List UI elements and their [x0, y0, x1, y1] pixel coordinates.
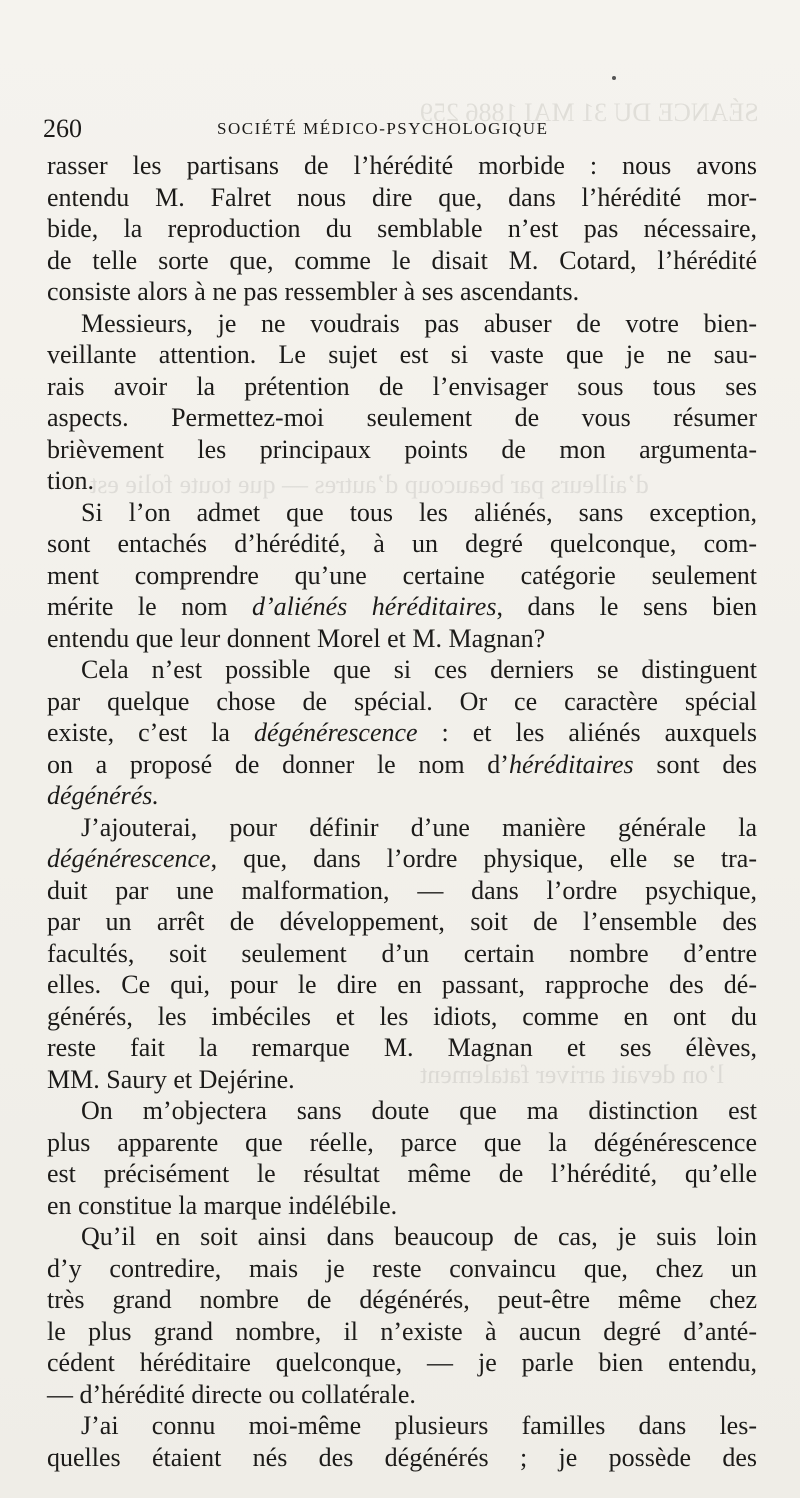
text-line: cédent héréditaire quelconque, — je parle bien entendu, — [47, 1348, 757, 1377]
bleed-through-text: l’on devait arriver fatalement — [420, 1060, 724, 1089]
text-line: plus apparente que réelle, parce que la dégénérescence — [47, 1127, 757, 1157]
text-line: — d’hérédité directe ou collatérale. — [47, 1379, 416, 1409]
text-line: bide, la reproduction du semblable n’est pas nécessaire, — [47, 214, 757, 243]
text-line: le plus grand nombre, il n’existe à aucun degré d’anté- — [47, 1316, 757, 1346]
text-line: entendu M. Falret nous dire que, dans l’hérédité mor- — [47, 182, 757, 212]
text-line: elles. Ce qui, pour le dire en passant, rapproche des dé- — [47, 970, 757, 999]
text-line: entendu que leur donnent Morel et M. Magnan? — [47, 623, 546, 653]
text-line: ment comprendre qu’une certaine catégorie seulement — [47, 560, 757, 590]
text-line: très grand nombre de dégénérés, peut-être même chez — [47, 1285, 757, 1314]
text-line: mérite le nom d’aliénés héréditaires, dans le sens bien — [47, 592, 758, 621]
text-line: dégénérescence, que, dans l’ordre physique, elle se tra- — [47, 844, 757, 873]
running-head — [43, 112, 763, 146]
text-line: on a proposé de donner le nom d’héréditaires sont des — [47, 749, 758, 779]
text-line: veillante attention. Le sujet est si vaste que je ne sau- — [47, 340, 757, 369]
text-line: Messieurs, je ne voudrais pas abuser de votre bien- — [81, 308, 757, 338]
text-line: est précisément le résultat même de l’hérédité, qu’elle — [47, 1159, 757, 1188]
text-line: reste fait la remarque M. Magnan et ses élèves, — [47, 1033, 757, 1062]
text-line: J’ai connu moi-même plusieurs familles dans les- — [81, 1411, 757, 1440]
text-line: de telle sorte que, comme le disait M. Cotard, l’hérédité — [47, 245, 757, 275]
text-line: MM. Saury et Dejérine. — [47, 1064, 295, 1094]
text-line: en constitue la marque indélébile. — [47, 1190, 398, 1220]
text-line: sont entachés d’hérédité, à un degré quelconque, com- — [47, 529, 757, 558]
text-line: J’ajouterai, pour définir d’une manière générale la — [81, 812, 757, 842]
text-line: par un arrêt de développement, soit de l’ensemble des — [47, 907, 757, 936]
text-line: facultés, soit seulement d’un certain nombre d’entre — [47, 938, 757, 968]
body-text — [47, 150, 757, 1473]
text-line: dégénérés. — [47, 781, 159, 810]
text-line: brièvement les principaux points de mon argumenta- — [47, 434, 757, 464]
text-line: d’y contredire, mais je reste convaincu que, chez un — [47, 1253, 757, 1283]
text-line: On m’objectera sans doute que ma distinction est — [81, 1096, 757, 1125]
text-line: consiste alors à ne pas ressembler à ses ascendants. — [47, 277, 580, 306]
text-line: tion. — [47, 466, 94, 495]
page-number: 260 — [43, 114, 82, 143]
text-line: par quelque chose de spécial. Or ce caractère spécial — [47, 686, 757, 716]
text-line: quelles étaient nés des dégénérés ; je possède des — [47, 1442, 757, 1472]
print-speck — [612, 76, 616, 80]
text-line: rais avoir la prétention de l’envisager sous tous ses — [47, 371, 757, 401]
text-line: rasser les partisans de l’hérédité morbide : nous avons — [47, 151, 757, 180]
text-line: Qu’il en soit ainsi dans beaucoup de cas, je suis loin — [81, 1222, 757, 1251]
running-title: SOCIÉTÉ MÉDICO-PSYCHOLOGIQUE — [217, 119, 549, 138]
bleed-through-text: d’ailleurs par beaucoup d’autres — que toute folie est — [90, 470, 649, 499]
text-line: Si l’on admet que tous les aliénés, sans exception, — [81, 497, 757, 527]
text-line: existe, c’est la dégénérescence : et les aliénés auxquels — [47, 718, 757, 747]
text-line: aspects. Permettez-moi seulement de vous résumer — [47, 403, 757, 432]
bleed-through-text: SÉANCE DU 31 MAI 1886 259 — [420, 98, 759, 127]
text-line: duit par une malformation, — dans l’ordre psychique, — [47, 875, 757, 905]
text-line: générés, les imbéciles et les idiots, comme en ont du — [47, 1001, 757, 1031]
text-line: Cela n’est possible que si ces derniers se distinguent — [81, 655, 757, 684]
